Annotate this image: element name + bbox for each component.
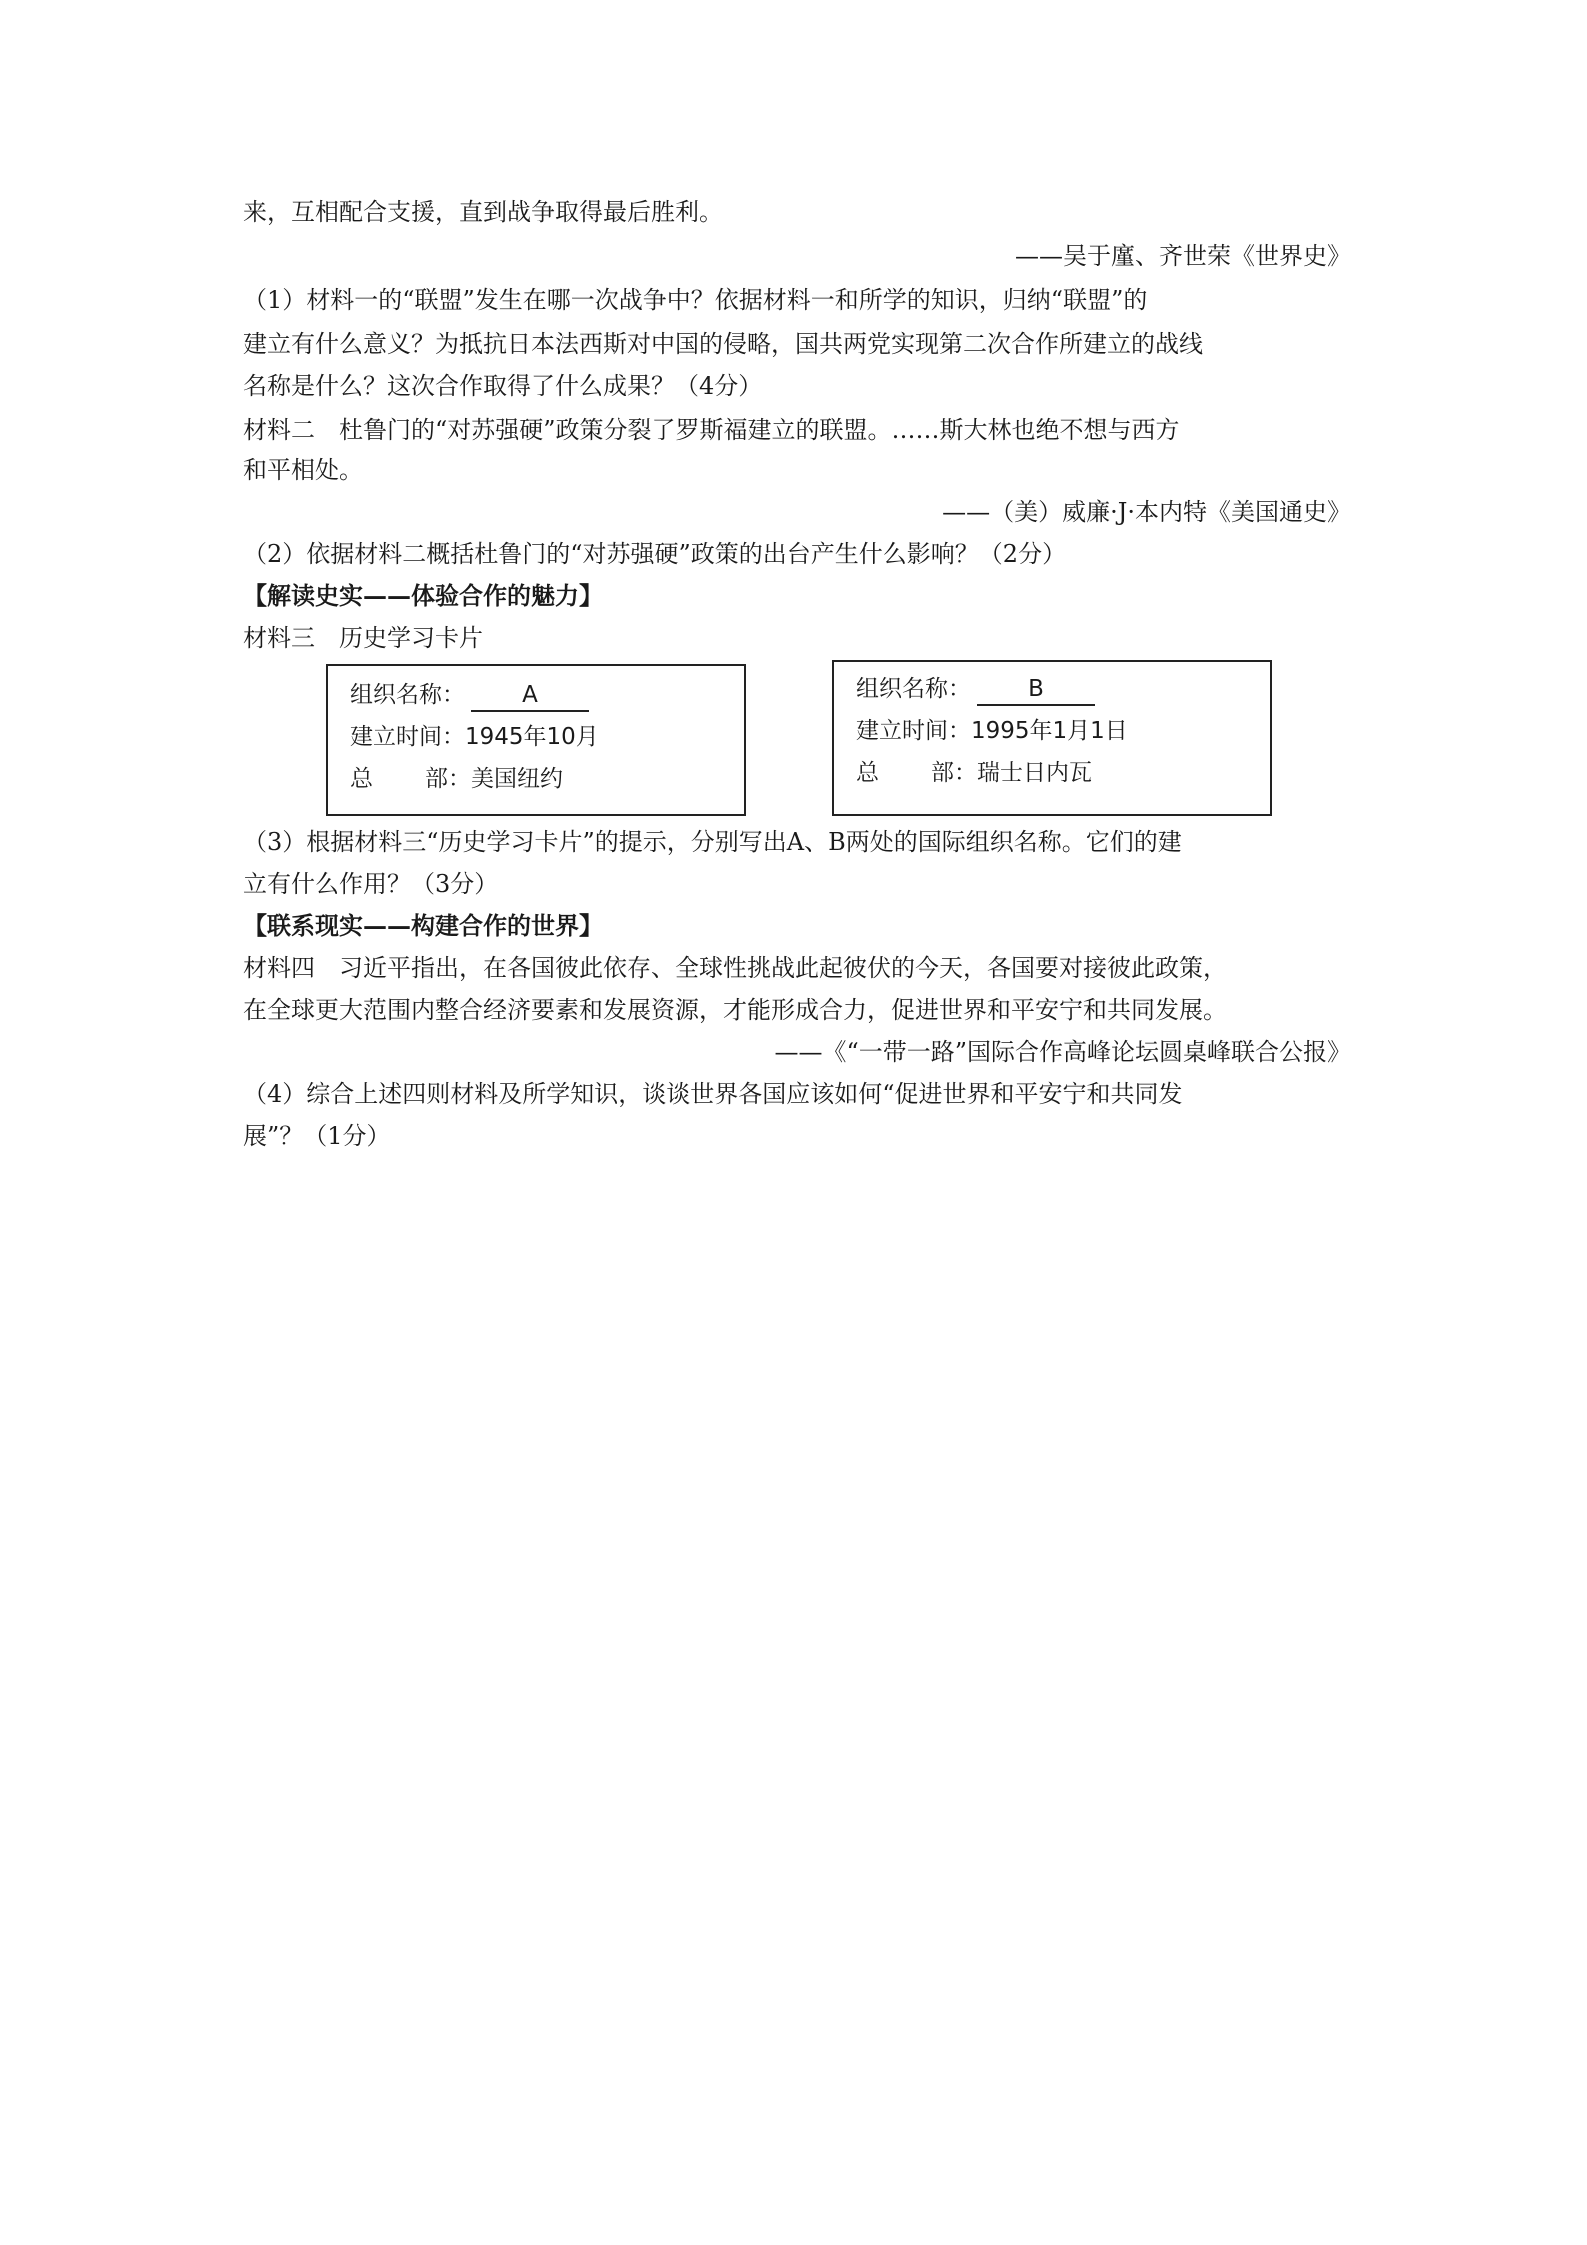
material-2-line-1: 材料二 杜鲁门的“对苏强硬”政策分裂了罗斯福建立的联盟。……斯大林也绝不想与西方 bbox=[243, 416, 1180, 444]
question-3-line-1: （3）根据材料三“历史学习卡片”的提示，分别写出A、B两处的国际组织名称。它们的建 bbox=[243, 828, 1182, 856]
section-heading-1: 【解读史实——体验合作的魅力】 bbox=[243, 581, 603, 610]
material-3-label: 材料三 历史学习卡片 bbox=[243, 624, 483, 652]
card-b-time-label: 建立时间： bbox=[856, 718, 971, 744]
card-a-time-value: 1945年10月 bbox=[465, 724, 599, 750]
source-1: ——吴于廑、齐世荣《世界史》 bbox=[1015, 242, 1351, 270]
card-b-name-value: B bbox=[977, 674, 1095, 706]
material-4-line-1: 材料四 习近平指出，在各国彼此依存、全球性挑战此起彼伏的今天，各国要对接彼此政策， bbox=[243, 954, 1227, 982]
material-2-line-2: 和平相处。 bbox=[243, 456, 363, 484]
card-b-time-row bbox=[856, 716, 1128, 746]
card-b-hq-row bbox=[856, 758, 1092, 788]
study-card-a bbox=[326, 664, 746, 816]
card-a-hq-value: 美国纽约 bbox=[471, 766, 563, 792]
line-1: 来，互相配合支援，直到战争取得最后胜利。 bbox=[243, 198, 723, 226]
card-b-hq-label-2: 部： bbox=[931, 760, 977, 786]
card-a-name-value: A bbox=[471, 680, 589, 712]
section-heading-2: 【联系现实——构建合作的世界】 bbox=[243, 911, 603, 940]
question-4-line-1: （4）综合上述四则材料及所学知识，谈谈世界各国应该如何“促进世界和平安宁和共同发 bbox=[243, 1080, 1183, 1108]
question-3-line-2: 立有什么作用？（3分） bbox=[243, 870, 499, 898]
material-4-line-2: 在全球更大范围内整合经济要素和发展资源，才能形成合力，促进世界和平安宁和共同发展。 bbox=[243, 996, 1227, 1024]
card-a-hq-label-1: 总 bbox=[350, 766, 425, 792]
card-b-hq-label-1: 总 bbox=[856, 760, 931, 786]
source-2: ——（美）威廉·J·本内特《美国通史》 bbox=[942, 498, 1351, 526]
card-a-name-label: 组织名称： bbox=[350, 682, 465, 708]
card-b-time-value: 1995年1月1日 bbox=[971, 718, 1128, 744]
card-a-hq-row bbox=[350, 764, 563, 794]
question-4-line-2: 展”？（1分） bbox=[243, 1122, 391, 1150]
study-card-b bbox=[832, 660, 1272, 816]
card-a-time-label: 建立时间： bbox=[350, 724, 465, 750]
card-b-name-row bbox=[856, 674, 1095, 706]
question-1-line-2: 建立有什么意义？为抵抗日本法西斯对中国的侵略，国共两党实现第二次合作所建立的战线 bbox=[243, 330, 1203, 358]
question-1-line-1: （1）材料一的“联盟”发生在哪一次战争中？依据材料一和所学的知识，归纳“联盟”的 bbox=[243, 286, 1148, 314]
question-1-line-3: 名称是什么？这次合作取得了什么成果？（4分） bbox=[243, 372, 763, 400]
card-a-hq-label-2: 部： bbox=[425, 766, 471, 792]
question-2: （2）依据材料二概括杜鲁门的“对苏强硬”政策的出台产生什么影响？（2分） bbox=[243, 540, 1067, 568]
card-a-name-row bbox=[350, 680, 589, 712]
card-b-name-label: 组织名称： bbox=[856, 676, 971, 702]
source-4: ——《“一带一路”国际合作高峰论坛圆桌峰联合公报》 bbox=[774, 1038, 1351, 1066]
card-a-time-row bbox=[350, 722, 599, 752]
card-b-hq-value: 瑞士日内瓦 bbox=[977, 760, 1092, 786]
